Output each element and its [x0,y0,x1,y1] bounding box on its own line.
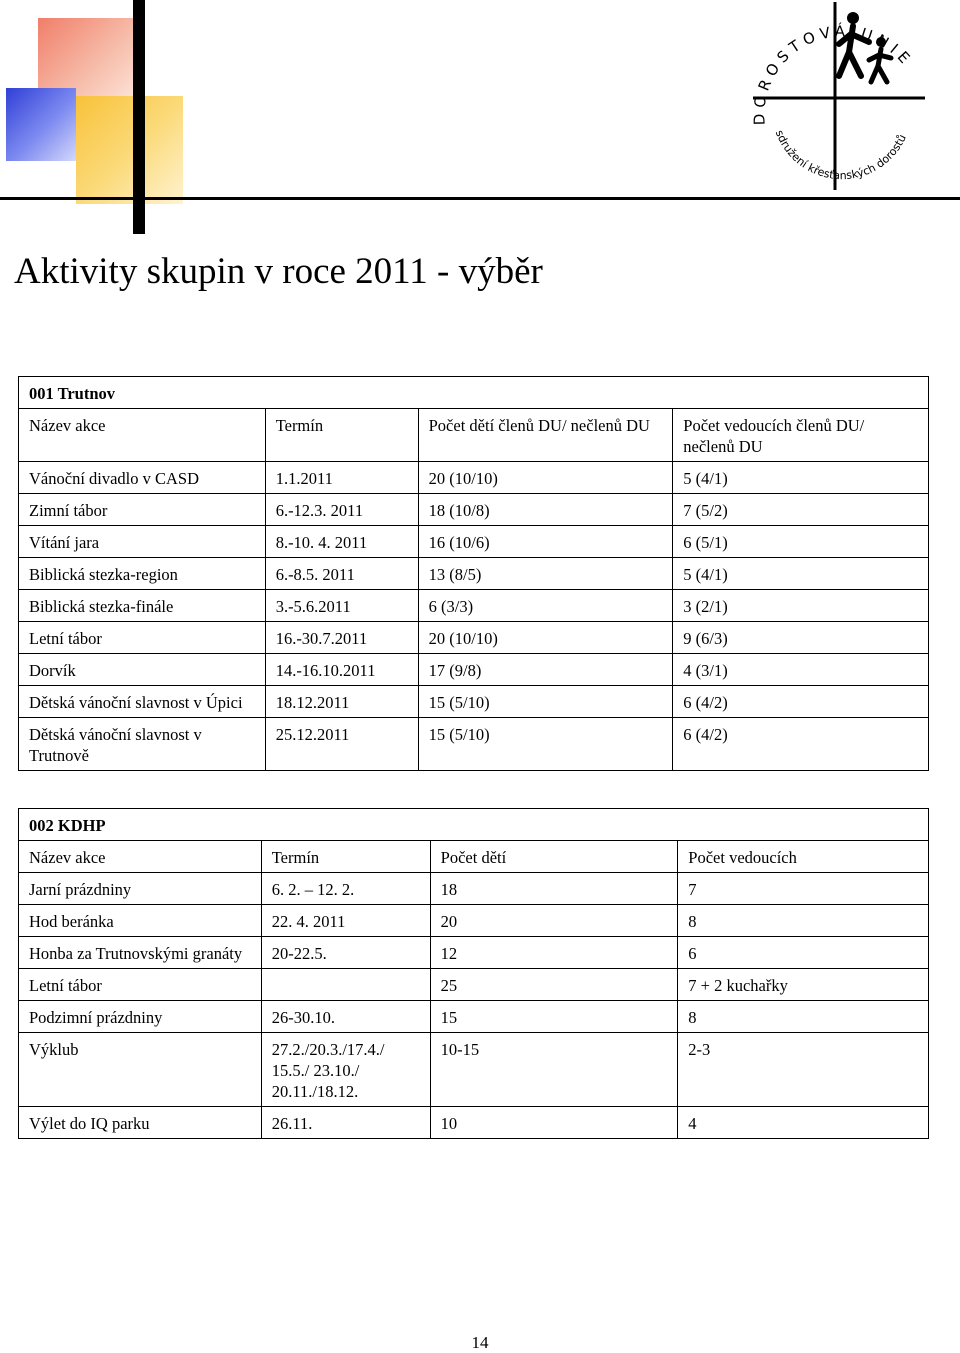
cell-date: 14.-16.10.2011 [265,654,418,686]
table-row [19,686,929,718]
table-column-header-row [19,409,929,462]
cell-children: 16 (10/6) [418,526,673,558]
cell-leaders: 6 [678,937,929,969]
cell-date: 27.2./20.3./17.4./ 15.5./ 23.10./ 20.11./18.12. [261,1033,430,1107]
cell-event: Podzimní prázdniny [19,1001,262,1033]
cell-children: 20 (10/10) [418,622,673,654]
table-row [19,1107,929,1139]
cell-leaders: 4 [678,1107,929,1139]
cell-children: 12 [430,937,678,969]
cell-children: 15 [430,1001,678,1033]
svg-text:DOROSTOVÁ UNIE: DOROSTOVÁ UNIE [750,22,917,126]
cell-date: 22. 4. 2011 [261,905,430,937]
column-header: Počet dětí členů DU/ nečlenů DU [418,409,673,462]
table-heading-row [19,377,929,409]
cell-event: Dětská vánoční slavnost v Úpici [19,686,266,718]
cell-event: Dorvík [19,654,266,686]
table-row [19,905,929,937]
cell-leaders: 7 (5/2) [673,494,929,526]
column-header: Název akce [19,409,266,462]
table-kdhp [18,808,929,1139]
header-divider [0,197,960,200]
cell-children: 25 [430,969,678,1001]
table-row [19,622,929,654]
cell-children: 6 (3/3) [418,590,673,622]
column-header: Počet vedoucích [678,841,929,873]
table-row [19,654,929,686]
table-row [19,1001,929,1033]
cell-date: 6.-12.3. 2011 [265,494,418,526]
cell-date: 1.1.2011 [265,462,418,494]
cell-children: 10-15 [430,1033,678,1107]
table-row [19,462,929,494]
cell-event: Výlet do IQ parku [19,1107,262,1139]
cell-leaders: 8 [678,1001,929,1033]
cell-leaders: 3 (2/1) [673,590,929,622]
table-row [19,494,929,526]
cell-date: 26-30.10. [261,1001,430,1033]
cell-date: 16.-30.7.2011 [265,622,418,654]
table-row [19,718,929,771]
cell-date: 26.11. [261,1107,430,1139]
svg-text:sdružení křesťanských dorostů: sdružení křesťanských dorostů [772,128,909,183]
column-header: Termín [261,841,430,873]
cell-leaders: 7 [678,873,929,905]
cell-date [261,969,430,1001]
cell-date: 6. 2. – 12. 2. [261,873,430,905]
table-row [19,937,929,969]
cell-leaders: 5 (4/1) [673,558,929,590]
page-number: 14 [471,1333,489,1352]
table-heading-row [19,809,929,841]
table-row [19,969,929,1001]
cell-event: Výklub [19,1033,262,1107]
cell-date: 3.-5.6.2011 [265,590,418,622]
cell-event: Hod beránka [19,905,262,937]
cell-event: Vítání jara [19,526,266,558]
cell-date: 20-22.5. [261,937,430,969]
decor-square-blue [6,88,76,161]
cell-date: 8.-10. 4. 2011 [265,526,418,558]
cell-event: Dětská vánoční slavnost v Trutnově [19,718,266,771]
table-row [19,558,929,590]
cell-leaders: 7 + 2 kuchařky [678,969,929,1001]
cell-children: 18 [430,873,678,905]
column-header: Název akce [19,841,262,873]
column-header: Termín [265,409,418,462]
cell-leaders: 6 (4/2) [673,718,929,771]
page-title: Aktivity skupin v roce 2011 - výběr [14,251,543,292]
table-heading: 002 KDHP [19,809,929,841]
cell-date: 18.12.2011 [265,686,418,718]
table-row [19,873,929,905]
cell-leaders: 2-3 [678,1033,929,1107]
cell-event: Letní tábor [19,969,262,1001]
column-header: Počet dětí [430,841,678,873]
cell-event: Zimní tábor [19,494,266,526]
cell-children: 17 (9/8) [418,654,673,686]
table-row [19,526,929,558]
cell-event: Honba za Trutnovskými granáty [19,937,262,969]
cell-event: Vánoční divadlo v CASD [19,462,266,494]
table-row [19,1033,929,1107]
table-trutnov [18,376,929,771]
cell-children: 20 [430,905,678,937]
cell-event: Biblická stezka-region [19,558,266,590]
cell-children: 13 (8/5) [418,558,673,590]
cell-leaders: 8 [678,905,929,937]
cell-leaders: 6 (5/1) [673,526,929,558]
cell-leaders: 6 (4/2) [673,686,929,718]
cell-event: Letní tábor [19,622,266,654]
cell-children: 15 (5/10) [418,686,673,718]
decor-square-yellow [76,96,183,204]
dorostova-unie-logo [735,0,945,196]
cell-children: 10 [430,1107,678,1139]
cell-date: 6.-8.5. 2011 [265,558,418,590]
cell-leaders: 4 (3/1) [673,654,929,686]
column-header: Počet vedoucích členů DU/ nečlenů DU [673,409,929,462]
table-heading: 001 Trutnov [19,377,929,409]
table-column-header-row [19,841,929,873]
cell-date: 25.12.2011 [265,718,418,771]
cell-event: Jarní prázdniny [19,873,262,905]
table-row [19,590,929,622]
cell-event: Biblická stezka-finále [19,590,266,622]
cell-children: 18 (10/8) [418,494,673,526]
cell-children: 15 (5/10) [418,718,673,771]
cell-children: 20 (10/10) [418,462,673,494]
cell-leaders: 5 (4/1) [673,462,929,494]
cell-leaders: 9 (6/3) [673,622,929,654]
